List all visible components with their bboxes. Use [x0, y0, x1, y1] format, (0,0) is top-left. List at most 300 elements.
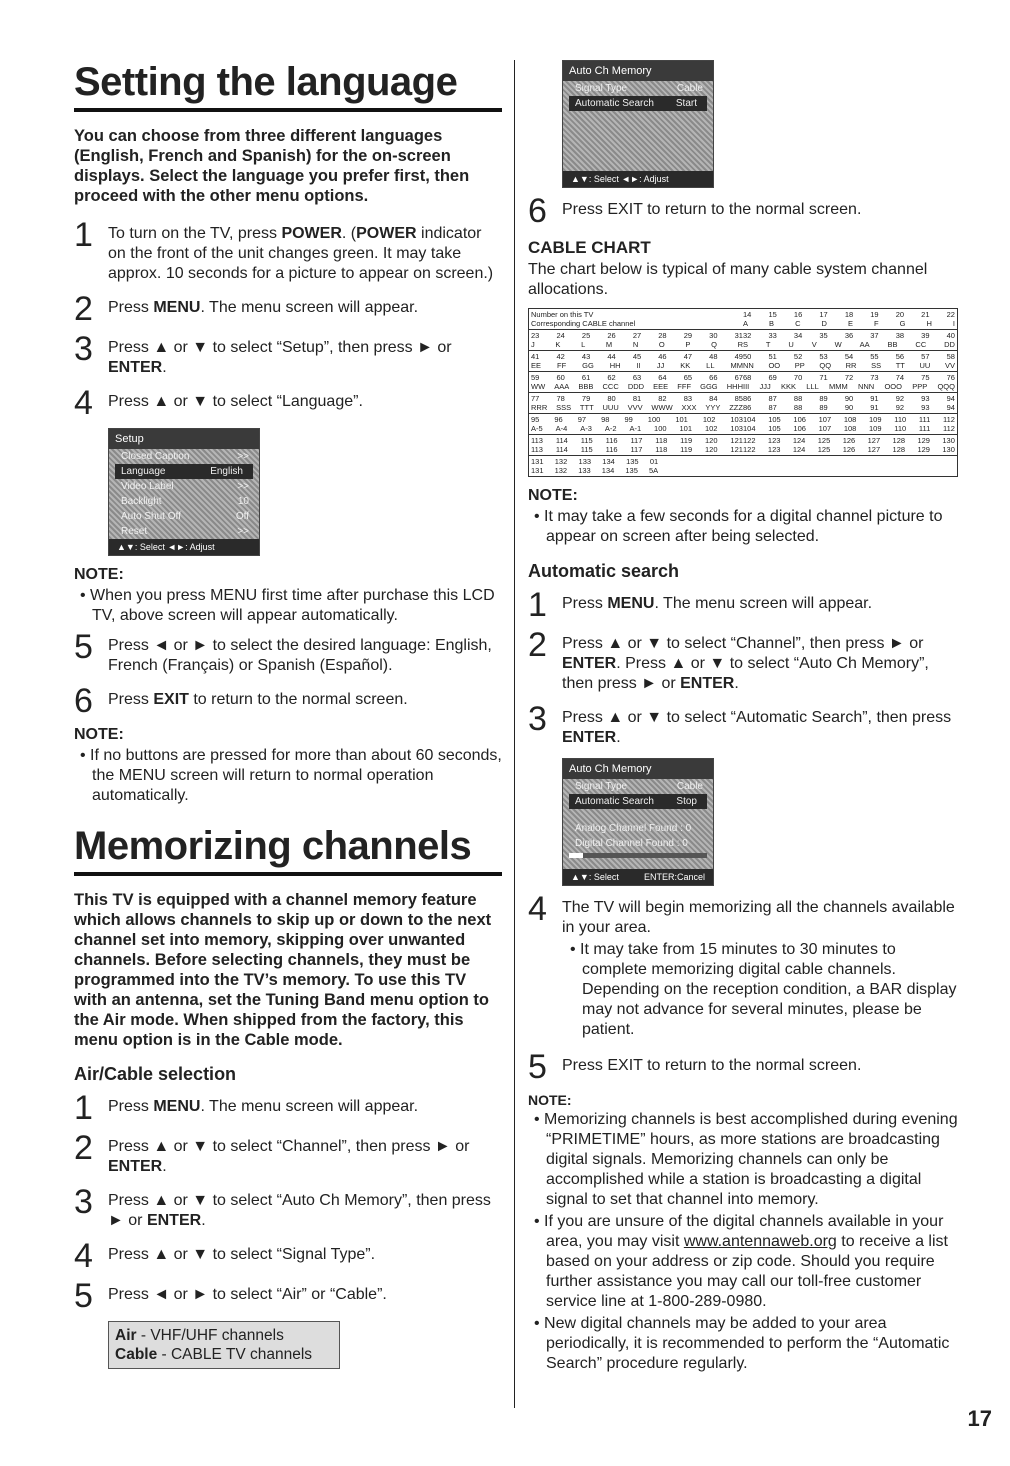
menu-row-label: Signal Type	[575, 781, 628, 792]
cable-cell: 133	[578, 466, 591, 475]
cable-cell: 15	[768, 310, 777, 319]
cable-cell: 56	[895, 352, 905, 361]
step	[74, 290, 502, 328]
cable-cell: MMM	[828, 382, 848, 391]
cable-cell: 106	[793, 415, 806, 424]
cable-cell: 121	[730, 436, 743, 445]
cable-cell: 49	[734, 352, 743, 361]
heading-memorizing-channels: Memorizing channels	[74, 824, 502, 876]
menu-row-value: Stop	[676, 796, 697, 807]
menu-row-value: Off	[235, 511, 249, 522]
cable-cell: 134	[601, 466, 615, 475]
cable-cell: A-5	[531, 424, 543, 433]
step	[74, 1277, 502, 1315]
cable-cell: OOO	[884, 382, 902, 391]
menu-row-value: Cable	[676, 83, 703, 94]
cable-cell: 25	[581, 331, 591, 340]
menu-title: Auto Ch Memory	[563, 759, 713, 779]
cable-cell: A-1	[629, 424, 642, 433]
menu-row	[109, 524, 259, 539]
cable-cell: EEE	[653, 382, 669, 391]
step-text: Press MENU. The menu screen will appear.	[108, 299, 419, 316]
cable-cell: 89	[819, 403, 828, 412]
cable-cell: 67	[734, 373, 743, 382]
cable-cell: 101	[679, 424, 693, 433]
cable-cell: 46	[658, 352, 667, 361]
cable-cell: 96	[554, 415, 563, 424]
cable-cell: 35	[819, 331, 828, 340]
cable-cell: 108	[843, 424, 857, 433]
cable-cell: C	[795, 319, 801, 328]
cable-cell: 92	[895, 403, 905, 412]
step-text: Press ▲ or ▼ to select “Language”.	[108, 393, 363, 410]
cable-cell: 38	[895, 331, 905, 340]
cable-cell: R	[737, 340, 743, 349]
subheading-automatic-search: Automatic search	[528, 561, 680, 581]
cable-cell: 62	[607, 373, 616, 382]
menu-row-value: 10	[237, 496, 249, 507]
step-number: 2	[528, 626, 547, 664]
step	[74, 330, 502, 378]
cable-row	[529, 350, 957, 371]
cable-cell: III	[743, 382, 750, 391]
cable-cell: 119	[680, 445, 693, 454]
cable-row	[529, 455, 957, 476]
cable-cell: 68	[743, 373, 752, 382]
menu-row-label: Closed Caption	[121, 451, 190, 462]
step-text: Press ◄ or ► to select the desired language: English, French (Français) or Spanish (Español).	[108, 637, 492, 674]
step-text: Press ▲ or ▼ to select “Signal Type”.	[108, 1246, 376, 1263]
note-heading: NOTE:	[528, 1092, 572, 1108]
cable-cell: 88	[793, 403, 803, 412]
found-count: Digital Channel Found : 0	[575, 838, 688, 849]
cable-header-label: Corresponding CABLE channel	[531, 319, 636, 328]
setup-menu-screenshot	[108, 428, 260, 556]
menu-row	[109, 449, 259, 464]
cable-cell: A	[743, 319, 749, 328]
cable-cell: 73	[870, 373, 879, 382]
cable-cell: 92	[895, 394, 905, 403]
step	[74, 1089, 502, 1127]
cable-cell: KK	[680, 361, 691, 370]
cable-cell: 100	[647, 415, 661, 424]
cable-cell: S	[743, 340, 749, 349]
cable-cell: KKK	[780, 382, 796, 391]
cable-cell: 111	[918, 424, 931, 433]
cable-cell: NN	[743, 361, 754, 370]
step	[74, 1237, 502, 1275]
cable-chart-table	[528, 308, 958, 477]
cable-cell: 117	[630, 436, 643, 445]
cable-cell: P	[685, 340, 691, 349]
cable-cell: 108	[843, 415, 857, 424]
cable-cell: LLL	[806, 382, 819, 391]
cable-cell: 132	[554, 466, 568, 475]
cable-cell: MM	[730, 361, 743, 370]
step-text: Press MENU. The menu screen will appear.	[108, 1098, 419, 1115]
step	[74, 1183, 502, 1231]
cable-cell: 87	[768, 403, 777, 412]
cable-cell: 106	[793, 424, 806, 433]
step-text: Press ◄ or ► to select “Air” or “Cable”.	[108, 1286, 387, 1303]
step-text: Press ▲ or ▼ to select “Channel”, then press ► or ENTER.	[108, 1138, 470, 1175]
cable-cell: 131	[531, 466, 544, 475]
cable-cell: H	[926, 319, 932, 328]
menu-row-label: Automatic Search	[575, 98, 654, 109]
step	[528, 626, 958, 694]
cable-row	[529, 413, 957, 434]
cable-cell: VVV	[627, 403, 643, 412]
cable-cell: 100	[654, 424, 667, 433]
note-bullet: • When you press MENU first time after purchase this LCD TV, above screen will appear automatically.	[74, 586, 502, 626]
cable-cell: J	[531, 340, 535, 349]
antennaweb-link[interactable]: www.antennaweb.org	[683, 1233, 837, 1250]
cable-cell: 107	[818, 424, 832, 433]
cable-cell: 127	[867, 436, 881, 445]
cable-cell: 134	[602, 457, 615, 466]
cable-cell: DD	[944, 340, 955, 349]
cable-header-label: Number on this TV	[531, 310, 594, 319]
cable-cell: RR	[845, 361, 857, 370]
cable-cell: 77	[531, 394, 540, 403]
step-text: Press EXIT to return to the normal screen.	[108, 691, 408, 708]
menu-row	[109, 494, 259, 509]
cable-cell: JJJ	[759, 382, 771, 391]
step-number: 1	[74, 1089, 93, 1127]
cable-header-row	[529, 309, 957, 329]
cable-cell: 22	[946, 310, 955, 319]
note-bullet: • New digital channels may be added to your area periodically, it is recommended to perform the “Automatic Search” procedure regularly.	[528, 1314, 958, 1374]
cable-cell: 130	[942, 436, 955, 445]
cable-cell: 34	[793, 331, 803, 340]
cable-cell: 102	[704, 424, 718, 433]
cable-cell: 72	[844, 373, 854, 382]
found-count: Analog Channel Found : 0	[575, 823, 692, 834]
cable-cell: DDD	[627, 382, 645, 391]
progress-fill	[569, 853, 583, 858]
cable-cell: AA	[859, 340, 870, 349]
cable-cell: 65	[683, 373, 693, 382]
cable-cell: 30	[709, 331, 718, 340]
step	[528, 700, 958, 748]
cable-cell: T	[765, 340, 771, 349]
cable-cell: F	[873, 319, 879, 328]
cable-cell: PPP	[912, 382, 928, 391]
step-number: 4	[74, 1237, 93, 1275]
cable-chart-heading: CABLE CHART	[528, 238, 651, 257]
cable-cell: 97	[577, 415, 587, 424]
cable-cell: 124	[792, 436, 806, 445]
cable-cell: 36	[844, 331, 854, 340]
cable-cell: 21	[921, 310, 930, 319]
cable-cell: ZZZ	[729, 403, 743, 412]
cable-cell: 42	[556, 352, 565, 361]
cable-cell: EE	[531, 361, 542, 370]
note-bullet: • If no buttons are pressed for more than about 60 seconds, the MENU screen will return to normal operation automatically.	[74, 746, 502, 806]
cable-cell: 20	[895, 310, 905, 319]
cable-cell: 84	[709, 394, 718, 403]
cable-cell: L	[581, 340, 586, 349]
auto-ch-memory-menu	[562, 60, 714, 188]
cable-row	[529, 392, 957, 413]
cable-cell: 101	[675, 415, 688, 424]
air-cable-legend	[108, 1321, 340, 1369]
cable-cell: W	[834, 340, 842, 349]
cable-cell: 128	[892, 445, 906, 454]
cable-cell: 112	[942, 415, 955, 424]
cable-cell: 126	[842, 445, 856, 454]
step	[74, 1129, 502, 1177]
cable-cell: A-4	[555, 424, 568, 433]
cable-cell: 82	[658, 394, 667, 403]
cable-cell: 104	[743, 415, 756, 424]
step	[74, 384, 502, 422]
cable-cell: BBB	[578, 382, 594, 391]
legend-air: Air - VHF/UHF channels	[115, 1327, 284, 1344]
cable-cell: 58	[946, 352, 955, 361]
menu-row	[569, 794, 707, 809]
step	[74, 216, 502, 284]
cable-cell: 75	[921, 373, 930, 382]
step-number: 1	[528, 586, 547, 624]
cable-cell: 110	[894, 415, 907, 424]
menu-row-label: Automatic Search	[575, 796, 654, 807]
cable-cell: XXX	[681, 403, 697, 412]
cable-cell: 55	[870, 352, 879, 361]
cable-cell: CCC	[602, 382, 619, 391]
cable-cell: 111	[918, 415, 931, 424]
note-bullet: • It may take a few seconds for a digital channel picture to appear on screen after being selected.	[528, 507, 958, 547]
cable-cell: FF	[556, 361, 567, 370]
cable-cell: A-2	[604, 424, 617, 433]
cable-cell: 69	[768, 373, 777, 382]
cable-cell: 129	[917, 445, 930, 454]
step-number: 4	[74, 384, 93, 422]
cable-cell: I	[952, 319, 955, 328]
cable-cell: 109	[869, 424, 882, 433]
cable-cell: CC	[915, 340, 927, 349]
cable-cell: 5A	[648, 466, 659, 475]
cable-cell: NNN	[857, 382, 875, 391]
cable-cell: UUU	[602, 403, 619, 412]
subheading-air-cable: Air/Cable selection	[74, 1064, 237, 1084]
column-divider	[514, 60, 515, 1408]
cable-cell: 114	[555, 436, 568, 445]
cable-cell: 71	[819, 373, 828, 382]
cable-cell: 109	[869, 415, 882, 424]
cable-cell: 107	[818, 415, 832, 424]
cable-cell: WW	[531, 382, 546, 391]
step-bullet: • It may take from 15 minutes to 30 minutes to complete memorizing digital cable channels. Depending on the reception condition, a BAR display may not advance for several minutes, please be patient.	[562, 940, 958, 1040]
cable-cell: FFF	[677, 382, 692, 391]
cable-cell: 91	[870, 403, 879, 412]
cable-cell: 32	[743, 331, 752, 340]
cable-cell: QQQ	[937, 382, 955, 391]
cable-cell: U	[788, 340, 794, 349]
menu-row-label: Video Label	[121, 481, 174, 492]
cable-cell: 37	[870, 331, 879, 340]
cable-cell: 24	[556, 331, 565, 340]
cable-cell: 118	[655, 445, 668, 454]
menu-row-value: English	[210, 466, 243, 477]
cable-cell: O	[658, 340, 665, 349]
cable-cell: 113	[531, 436, 543, 445]
menu-row-label: Language	[121, 466, 166, 477]
step-number: 1	[74, 216, 93, 254]
cable-cell: 132	[554, 457, 568, 466]
setup-menu-footer: ▲▼: Select ◄►: Adjust	[109, 539, 259, 555]
menu-footer: ▲▼: Select ◄►: Adjust	[563, 171, 713, 187]
cable-cell: 120	[705, 436, 718, 445]
step-number: 2	[74, 290, 93, 328]
cable-cell: 117	[630, 445, 643, 454]
right-column	[528, 60, 958, 1376]
menu-title: Auto Ch Memory	[563, 61, 713, 81]
step-text: Press ▲ or ▼ to select “Automatic Search”, then press ENTER.	[562, 709, 952, 746]
note-bullet: • If you are unsure of the digital channels available in your area, you may visit www.antennaweb.org to receive a list based on your address or zip code. Should you require further assistance you may call our toll-free customer service line at 1-800-289-0980.	[528, 1212, 958, 1312]
note-heading: NOTE:	[74, 566, 124, 583]
cable-cell: SSS	[556, 403, 572, 412]
cable-cell: 66	[709, 373, 718, 382]
step-number: 5	[74, 1277, 93, 1315]
cable-cell: LL	[706, 361, 715, 370]
intro-memorizing: This TV is equipped with a channel memory feature which allows channels to skip up or down to the next channel set into memory, skipping over unwanted channels. Before selecting channels, they must be programmed into the TV’s memory. To use this TV with an antenna, set the Tuning Band menu option to the Air mode. When shipped from the factory, this menu option is in the Cable mode.	[74, 891, 492, 1049]
cable-cell: 70	[793, 373, 803, 382]
cable-cell: 126	[842, 436, 856, 445]
cable-cell: 17	[819, 310, 828, 319]
cable-cell: 123	[767, 436, 781, 445]
cable-cell: 131	[531, 457, 544, 466]
step-text: Press ▲ or ▼ to select “Setup”, then press ► or ENTER.	[108, 339, 452, 376]
cable-cell: 102	[702, 415, 716, 424]
cable-cell: 76	[946, 373, 955, 382]
step-text: To turn on the TV, press POWER. (POWER indicator on the front of the unit changes green. It may take approx. 10 seconds for a picture to appear on screen.)	[108, 225, 494, 282]
step-number: 3	[74, 330, 93, 368]
cable-cell: 89	[819, 394, 828, 403]
cable-cell: 79	[581, 394, 591, 403]
step	[74, 682, 502, 720]
menu-row	[109, 509, 259, 524]
cable-cell: 124	[792, 445, 806, 454]
cable-cell: A-3	[580, 424, 592, 433]
cable-cell: 90	[844, 403, 854, 412]
cable-cell: M	[605, 340, 613, 349]
setup-menu-title: Setup	[109, 429, 259, 449]
cable-cell: 48	[709, 352, 718, 361]
cable-cell: 88	[793, 394, 803, 403]
cable-cell: 135	[625, 466, 638, 475]
cable-cell: 125	[817, 436, 831, 445]
cable-cell: 28	[658, 331, 667, 340]
menu-row-value: >>	[237, 451, 249, 462]
cable-cell: 116	[605, 436, 618, 445]
cable-cell: 64	[658, 373, 667, 382]
cable-cell: 01	[649, 457, 659, 466]
menu-row	[563, 81, 713, 96]
cable-cell: 130	[942, 445, 955, 454]
cable-row	[529, 434, 957, 455]
auto-search-menu	[562, 758, 714, 886]
menu-row-value: >>	[237, 481, 249, 492]
menu-row-label: Signal Type	[575, 83, 628, 94]
cable-cell: AAA	[554, 382, 570, 391]
menu-row-label: Reset	[121, 526, 148, 537]
menu-row-value: Start	[675, 98, 697, 109]
cable-cell: TT	[895, 361, 905, 370]
cable-cell: 125	[817, 445, 831, 454]
cable-cell: 39	[921, 331, 930, 340]
cable-cell: 98	[601, 415, 610, 424]
cable-cell: 81	[632, 394, 642, 403]
cable-cell: 19	[870, 310, 879, 319]
step-number: 6	[74, 682, 93, 720]
cable-cell: 60	[556, 373, 565, 382]
cable-chart-intro: The chart below is typical of many cable system channel allocations.	[528, 261, 928, 298]
cable-cell: 47	[683, 352, 693, 361]
cable-cell: SS	[871, 361, 882, 370]
cable-cell: 74	[895, 373, 905, 382]
cable-cell: 45	[632, 352, 642, 361]
step-number: 3	[528, 700, 547, 738]
cable-row	[529, 329, 957, 350]
cable-cell: 133	[578, 457, 592, 466]
cable-cell: GGG	[700, 382, 718, 391]
cable-cell: 61	[581, 373, 591, 382]
cable-cell: 18	[844, 310, 854, 319]
cable-cell: 53	[819, 352, 828, 361]
cable-cell: 57	[921, 352, 930, 361]
cable-cell: 135	[626, 457, 639, 466]
note-bullet: • Memorizing channels is best accomplished during evening “PRIMETIME” hours, as more stations are broadcasting digital signals. Memorizing channels can only be accomplished while a station is broadcasting a digital signal to set that channel into memory.	[528, 1110, 958, 1210]
cable-cell: B	[769, 319, 775, 328]
cable-cell: JJ	[656, 361, 665, 370]
left-column	[74, 60, 502, 1369]
cable-cell: VV	[944, 361, 955, 370]
cable-cell: 26	[607, 331, 616, 340]
step-number: 5	[74, 628, 93, 666]
cable-cell: 93	[921, 403, 930, 412]
menu-row-value: >>	[237, 526, 249, 537]
cable-cell: N	[632, 340, 639, 349]
cable-cell: 27	[632, 331, 642, 340]
intro-language: You can choose from three different languages (English, French and Spanish) for the on-screen displays. Select the language you prefer first, then proceed with the other menu options.	[74, 127, 470, 205]
cable-cell: 121	[730, 445, 743, 454]
cable-cell: HH	[609, 361, 621, 370]
cable-cell: WWW	[651, 403, 673, 412]
cable-cell: E	[847, 319, 853, 328]
cable-cell: 16	[793, 310, 803, 319]
cable-cell: GG	[582, 361, 594, 370]
cable-cell: 94	[946, 394, 955, 403]
cable-cell: 41	[531, 352, 540, 361]
cable-cell: K	[555, 340, 561, 349]
cable-cell: D	[821, 319, 827, 328]
step: 5 Press EXIT to return to the normal screen.	[528, 1048, 862, 1086]
cable-cell: 80	[607, 394, 616, 403]
cable-cell: 63	[632, 373, 642, 382]
cable-cell: II	[636, 361, 641, 370]
cable-cell: 52	[793, 352, 803, 361]
legend-cable: Cable - CABLE TV channels	[115, 1346, 313, 1363]
cable-cell: 59	[531, 373, 540, 382]
menu-row	[109, 479, 259, 494]
cable-cell: 99	[624, 415, 633, 424]
step-number: 3	[74, 1183, 93, 1221]
step: 4 The TV will begin memorizing all the channels available in your area. • It may take from 15 minutes to 30 minutes to complete memorizing digital cable channels. Depending on the reception condition, a BAR display may not advance for several minutes, please be patient.	[528, 894, 958, 1042]
cable-cell: 44	[607, 352, 616, 361]
cable-cell: V	[811, 340, 817, 349]
cable-cell: 104	[743, 424, 756, 433]
